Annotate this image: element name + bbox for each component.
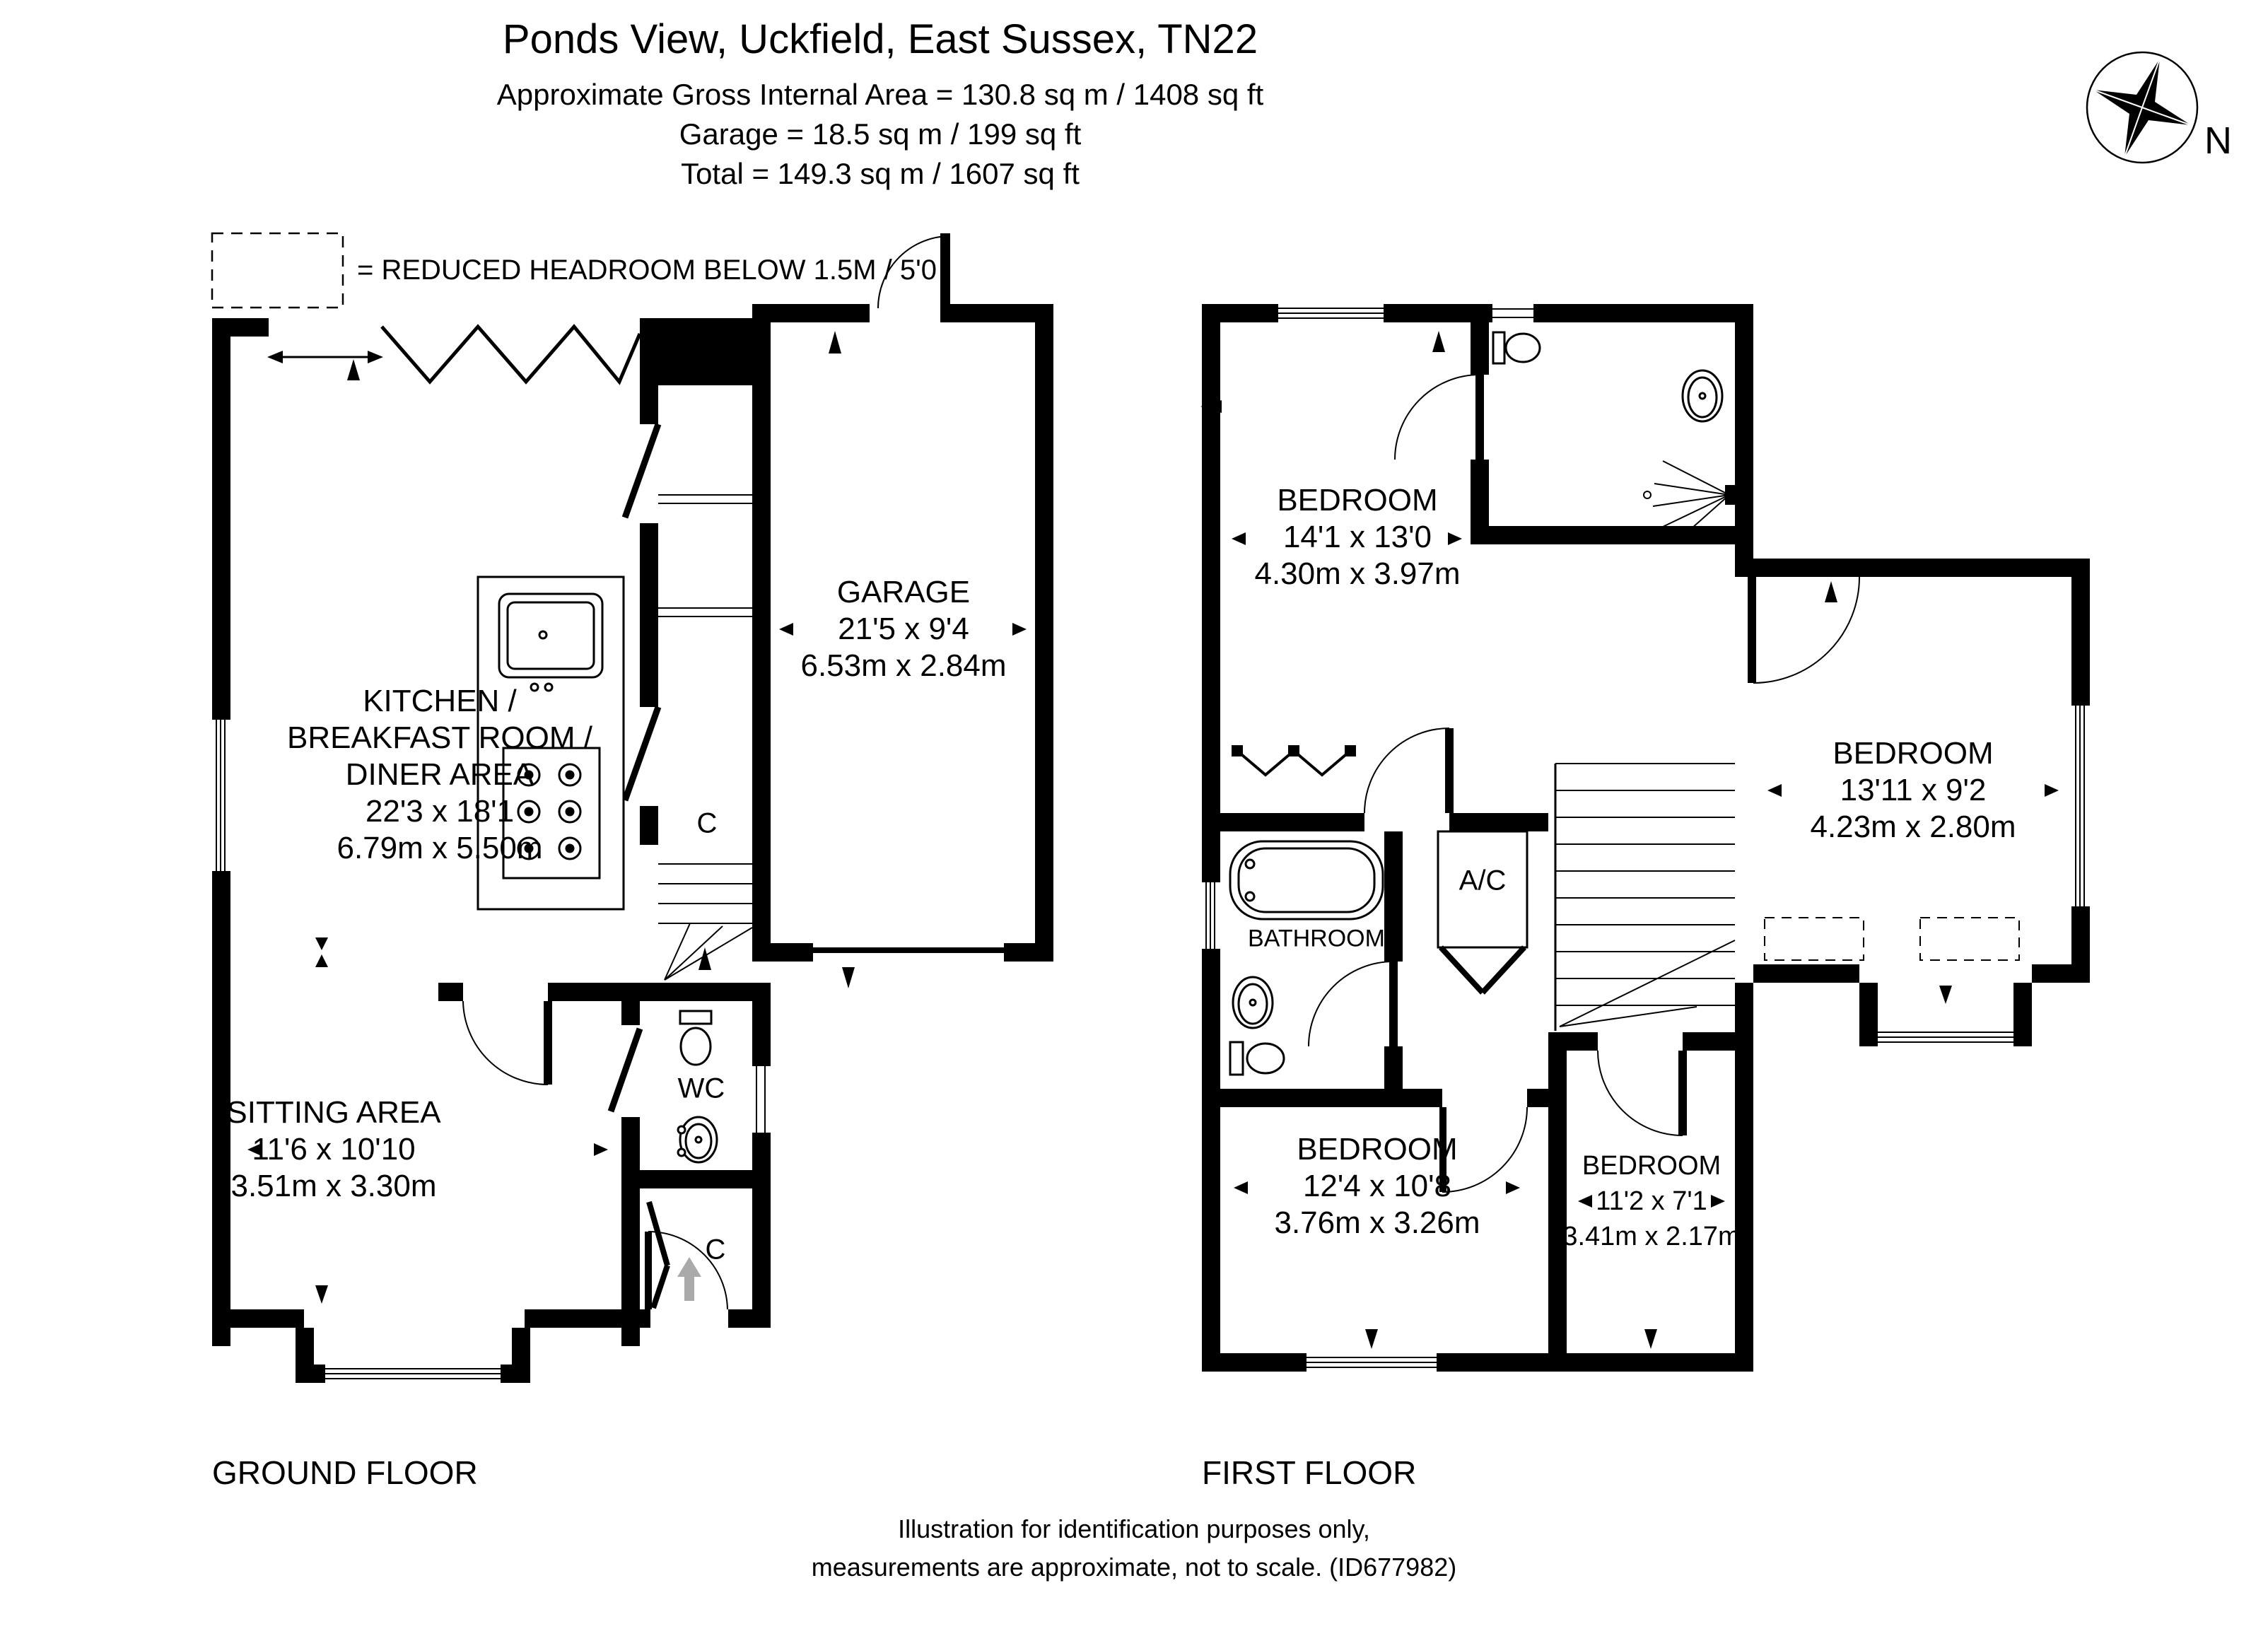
bedroom4-name: BEDROOM (1582, 1151, 1722, 1181)
bathroom-label: BATHROOM (1248, 925, 1385, 952)
bedroom4-label (1562, 1148, 1740, 1254)
wc-label: WC (677, 1073, 725, 1104)
garage-dims-imperial: 21'5 x 9'4 (838, 612, 969, 646)
bathroom-door (1309, 962, 1398, 1046)
reduced-headroom-legend-box (212, 233, 343, 308)
sitting-name: SITTING AREA (226, 1095, 441, 1130)
reduced-headroom-legend-text: = REDUCED HEADROOM BELOW 1.5M / 5'0 (357, 255, 937, 286)
wc-toilet (680, 1011, 711, 1065)
garage-label (800, 574, 1006, 684)
bedroom4-dims-metric: 3.41m x 2.17m (1562, 1222, 1741, 1251)
bedroom1-dims-metric: 4.30m x 3.97m (1254, 556, 1461, 591)
ground-stairs (658, 864, 752, 980)
compass-icon (2087, 52, 2197, 163)
kitchen-label (287, 683, 592, 867)
ensuite-door (1395, 375, 1484, 460)
bathroom-toilet (1230, 1042, 1284, 1075)
bifold-doors (267, 327, 640, 382)
bay-window (296, 1328, 530, 1383)
bedroom1-door (1364, 728, 1454, 813)
ensuite-window (1488, 304, 1538, 322)
bathroom-basin (1233, 977, 1273, 1028)
garage-door (813, 947, 1004, 988)
bedroom4-door (1598, 1051, 1687, 1135)
area-line-3: Total = 149.3 sq m / 1607 sq ft (681, 157, 1080, 190)
cupboard-lower-label: C (705, 1234, 726, 1266)
kitchen-name-line2: BREAKFAST ROOM / (287, 720, 592, 755)
reduced-headroom-area (1765, 918, 1864, 960)
garage-dims-metric: 6.53m x 2.84m (800, 648, 1007, 683)
bedroom2-dims-imperial: 13'11 x 9'2 (1840, 773, 1987, 807)
bedroom3-name: BEDROOM (1297, 1132, 1458, 1167)
sink (499, 594, 602, 691)
ensuite-basin (1683, 370, 1722, 421)
footer-line-1: Illustration for identification purposes only, (898, 1514, 1370, 1543)
bedroom3-dims-imperial: 12'4 x 10'8 (1302, 1169, 1452, 1203)
sitting-area-label (226, 1094, 440, 1205)
ac-cupboard (1438, 831, 1527, 993)
bedroom2-label (1810, 735, 2016, 846)
bedroom2-dims-metric: 4.23m x 2.80m (1810, 810, 2016, 844)
bathroom-window (1202, 877, 1220, 954)
bedroom1-name: BEDROOM (1277, 483, 1438, 518)
footer-line-2: measurements are approximate, not to scale. (ID677982) (811, 1553, 1457, 1582)
wc-window (752, 1061, 771, 1138)
ensuite-toilet (1493, 332, 1540, 363)
cupboard-upper-label: C (696, 807, 718, 839)
bedroom1-window (1273, 304, 1389, 322)
kitchen-name-line1: KITCHEN / (363, 684, 517, 718)
page-title: Ponds View, Uckfield, East Sussex, TN22 (502, 16, 1258, 62)
wc-basin (678, 1117, 717, 1162)
bedroom2-bay-window (1859, 983, 2032, 1046)
bedroom2-name: BEDROOM (1832, 736, 1994, 771)
compass-north-label: N (2204, 119, 2232, 162)
bedroom2-door (1748, 577, 1859, 683)
kitchen-dims-imperial: 22'3 x 18'1 (365, 794, 515, 829)
area-line-2: Garage = 18.5 sq m / 199 sq ft (679, 117, 1082, 151)
sitting-dims-metric: 3.51m x 3.30m (230, 1169, 437, 1203)
kitchen-name-line3: DINER AREA (345, 757, 534, 792)
ac-label: A/C (1459, 865, 1507, 896)
kitchen-window (212, 714, 230, 877)
bath (1230, 841, 1383, 919)
wardrobe (1232, 745, 1356, 775)
ground-floor-title: GROUND FLOOR (212, 1454, 478, 1491)
bedroom2-window (2071, 700, 2090, 912)
rear-entrance-door (829, 233, 950, 354)
bedroom1-label (1254, 482, 1460, 592)
sitting-dims-imperial: 11'6 x 10'10 (252, 1132, 416, 1167)
first-floor-stairs (1555, 764, 1735, 1031)
area-line-1: Approximate Gross Internal Area = 130.8 sq m / 1408 sq ft (496, 78, 1264, 111)
kitchen-dims-metric: 6.79m x 5.50m (337, 831, 543, 865)
bedroom1-dims-imperial: 14'1 x 13'0 (1282, 520, 1432, 554)
garage-name: GARAGE (836, 575, 971, 609)
first-floor-title: FIRST FLOOR (1202, 1454, 1417, 1491)
sitting-room-door (463, 1001, 552, 1085)
bedroom4-dims-imperial: 11'2 x 7'1 (1596, 1186, 1707, 1216)
bedroom3-label (1274, 1131, 1480, 1241)
bedroom3-dims-metric: 3.76m x 3.26m (1274, 1205, 1480, 1240)
bedroom3-window (1301, 1353, 1442, 1372)
reduced-headroom-area (1920, 918, 2019, 960)
